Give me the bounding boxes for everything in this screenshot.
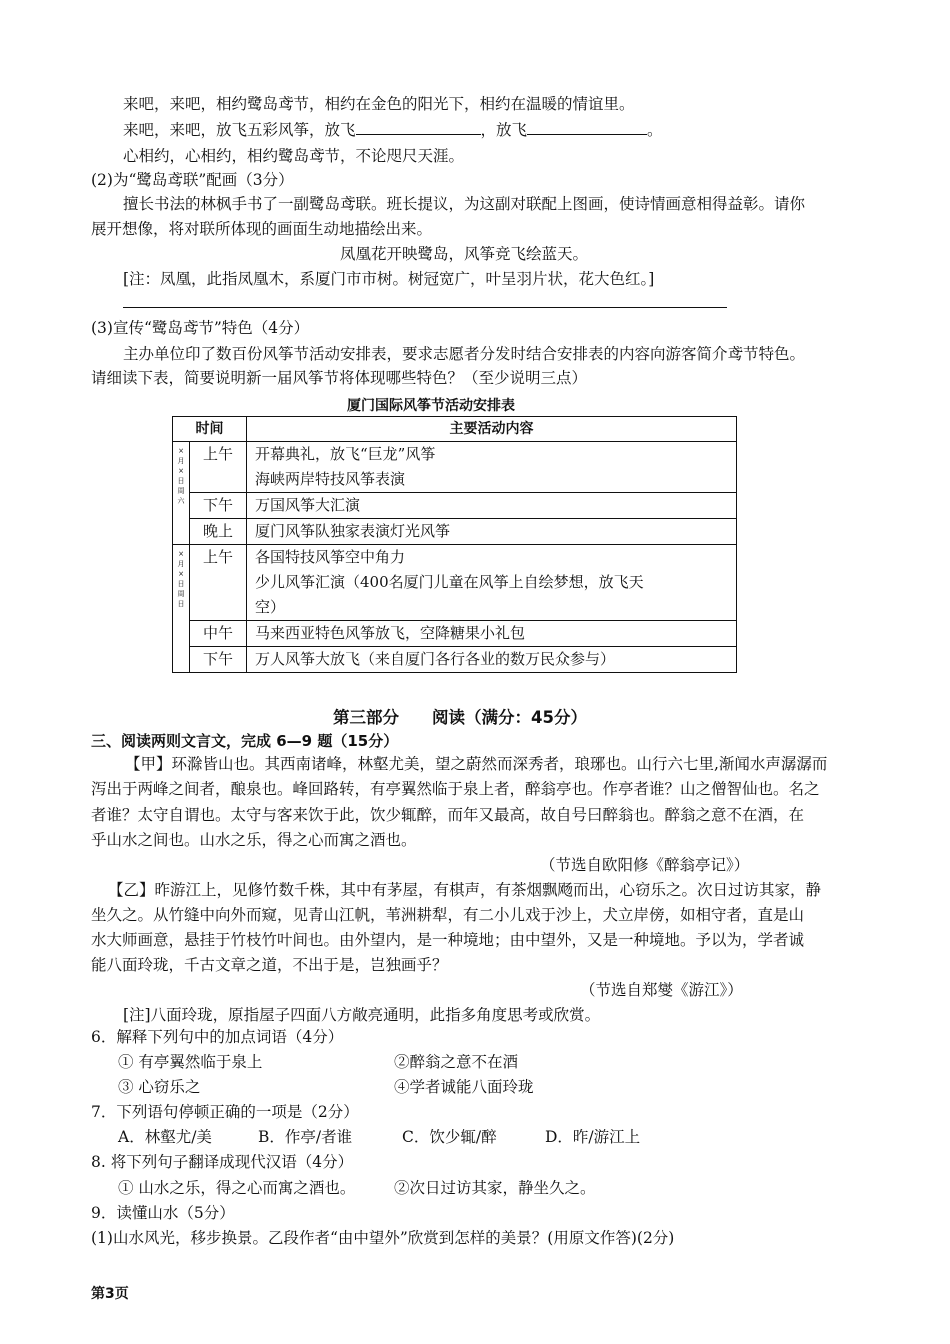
table-row bbox=[173, 545, 737, 621]
table-row bbox=[173, 519, 737, 545]
q6-item: ④学者诚能八面玲珑 bbox=[394, 1078, 534, 1096]
q7-option-a[interactable]: A．林壑尤/美 bbox=[118, 1128, 212, 1146]
time-slot: 上午 bbox=[190, 442, 247, 493]
passage-yi-line: 【乙】昨游江上，见修竹数千株，其中有茅屋，有棋声，有茶烟飘飏而出，心窃乐之。次日过访其家，静 bbox=[108, 881, 822, 899]
q6-item: ① 有亭翼然临于泉上 bbox=[118, 1053, 263, 1071]
passage-jia-line: 泻出于两峰之间者，酿泉也。峰回路转，有亭翼然临于泉上者，醉翁亭也。作亭者谁？山之僧智仙也。名之 bbox=[91, 780, 820, 798]
q6-item: ③ 心窃乐之 bbox=[118, 1078, 201, 1096]
poem-line-2-a: 来吧，来吧，放飞五彩风筝，放飞 bbox=[123, 121, 356, 139]
poem-line-2-b: ，放飞 bbox=[480, 121, 528, 139]
schedule-table bbox=[172, 416, 737, 673]
time-slot: 中午 bbox=[190, 621, 247, 647]
time-slot: 晚上 bbox=[190, 519, 247, 545]
question-8: 8. 将下列句子翻译成现代汉语（4分） bbox=[91, 1153, 354, 1171]
passage-yi-line: 坐久之。从竹缝中向外而窥，见青山江帆，苇洲耕犁，有二小儿戏于沙上，犬立岸傍，如相守者，直是山 bbox=[91, 906, 805, 924]
question-6: 6．解释下列句中的加点词语（4分） bbox=[91, 1028, 344, 1046]
activity-line: 开幕典礼，放飞“巨龙”风筝 bbox=[255, 445, 436, 463]
activity-line: 万人风筝大放飞（来自厦门各行各业的数万民众参与） bbox=[255, 650, 616, 668]
page-number: 第3页 bbox=[91, 1286, 129, 1302]
question-7: 7．下列语句停顿正确的一项是（2分） bbox=[91, 1103, 359, 1121]
q2-para-2: 展开想像，将对联所体现的画面生动地描绘出来。 bbox=[91, 220, 433, 238]
activity-line: 马来西亚特色风筝放飞，空降糖果小礼包 bbox=[255, 624, 526, 642]
activity-line: 空） bbox=[255, 598, 286, 616]
activity-line: 少儿风筝汇演（400名厦门儿童在风筝上自绘梦想，放飞天 bbox=[255, 573, 644, 591]
activity-line: 万国风筝大汇演 bbox=[255, 496, 361, 514]
q2-title: (2)为“鹭岛鸢联”配画（3分） bbox=[91, 171, 294, 189]
passage-yi-source: （节选自郑燮《游江》） bbox=[580, 981, 743, 999]
answer-line[interactable] bbox=[123, 307, 727, 308]
q3-title: (3)宣传“鹭岛鸢节”特色（4分） bbox=[91, 319, 310, 337]
question-9: 9．读懂山水（5分） bbox=[91, 1204, 235, 1222]
poem-line-2-c: 。 bbox=[647, 121, 663, 139]
q6-item: ②醉翁之意不在酒 bbox=[394, 1053, 519, 1071]
table-row bbox=[173, 442, 737, 493]
answer-blank-2[interactable] bbox=[527, 120, 647, 135]
q7-option-d[interactable]: D．昨/游江上 bbox=[545, 1128, 641, 1146]
table-row bbox=[173, 621, 737, 647]
activity-cell bbox=[247, 519, 737, 545]
activity-line: 各国特技风筝空中角力 bbox=[255, 548, 406, 566]
header-content: 主要活动内容 bbox=[247, 417, 737, 442]
day-label-2: ×月×日 周日 bbox=[173, 545, 190, 673]
passage-yi-line: 水大师画意，悬挂于竹枝竹叶间也。由外望内，是一种境地；由中望外，又是一种境地。予以为，学者诚 bbox=[91, 931, 805, 949]
activity-line: 厦门风筝队独家表演灯光风筝 bbox=[255, 522, 451, 540]
passage-note: [注]八面玲珑，原指屋子四面八方敞亮通明，此指多角度思考或欣赏。 bbox=[123, 1006, 601, 1024]
q7-option-c[interactable]: C．饮少辄/醉 bbox=[402, 1128, 497, 1146]
activity-cell bbox=[247, 647, 737, 673]
time-slot: 下午 bbox=[190, 647, 247, 673]
table-title: 厦门国际风筝节活动安排表 bbox=[347, 398, 515, 414]
passage-jia-source: （节选自欧阳修《醉翁亭记》） bbox=[540, 856, 750, 874]
q9-subquestion-1: (1)山水风光，移步换景。乙段作者“由中望外”欣赏到怎样的美景？(用原文作答)(2分) bbox=[91, 1229, 675, 1247]
activity-line: 海峡两岸特技风筝表演 bbox=[255, 470, 406, 488]
section-heading: 三、阅读两则文言文，完成 6—9 题（15分） bbox=[91, 732, 399, 750]
poem-line-3: 心相约，心相约，相约鹭岛鸢节，不论咫尺天涯。 bbox=[123, 147, 465, 165]
q2-para-1: 擅长书法的林枫手书了一副鹭岛鸢联。班长提议，为这副对联配上图画，使诗情画意相得益彰。请你 bbox=[123, 195, 806, 213]
passage-yi-line: 能八面玲珑，千古文章之道，不出于是，岂独画乎？ bbox=[91, 956, 448, 974]
couplet-note: [注：凤凰，此指凤凰木，系厦门市市树。树冠宽广，叶呈羽片状，花大色红。] bbox=[123, 270, 655, 288]
answer-blank-1[interactable] bbox=[356, 120, 481, 135]
time-slot: 上午 bbox=[190, 545, 247, 621]
poem-line-1: 来吧，来吧，相约鹭岛鸢节，相约在金色的阳光下，相约在温暖的情谊里。 bbox=[123, 95, 635, 113]
passage-jia-line: 【甲】环滁皆山也。其西南诸峰，林壑尤美，望之蔚然而深秀者，琅琊也。山行六七里,渐闻水声潺潺而 bbox=[125, 755, 828, 773]
activity-cell bbox=[247, 493, 737, 519]
passage-jia-line: 乎山水之间也。山水之乐，得之心而寓之酒也。 bbox=[91, 831, 417, 849]
couplet: 凤凰花开映鹭岛，风筝竞飞绘蓝天。 bbox=[340, 245, 589, 263]
time-slot: 下午 bbox=[190, 493, 247, 519]
activity-cell bbox=[247, 621, 737, 647]
day-label-1: ×月×日 周六 bbox=[173, 442, 190, 545]
activity-cell bbox=[247, 545, 737, 621]
q8-item: ②次日过访其家，静坐久之。 bbox=[394, 1179, 596, 1197]
q3-para-1: 主办单位印了数百份风筝节活动安排表，要求志愿者分发时结合安排表的内容向游客简介鸢节特色。 bbox=[123, 345, 806, 363]
table-row bbox=[173, 493, 737, 519]
poem-line-2 bbox=[123, 120, 663, 140]
part3-title: 第三部分 阅读（满分：45分） bbox=[333, 708, 587, 727]
activity-cell bbox=[247, 442, 737, 493]
q7-option-b[interactable]: B．作亭/者谁 bbox=[258, 1128, 353, 1146]
q3-para-2: 请细读下表，简要说明新一届风筝节将体现哪些特色？（至少说明三点） bbox=[91, 369, 588, 387]
header-time: 时间 bbox=[173, 417, 247, 442]
passage-jia-line: 者谁？太守自谓也。太守与客来饮于此，饮少辄醉，而年又最高，故自号曰醉翁也。醉翁之意不在酒，在 bbox=[91, 806, 805, 824]
table-row bbox=[173, 647, 737, 673]
q8-item: ① 山水之乐，得之心而寓之酒也。 bbox=[118, 1179, 356, 1197]
